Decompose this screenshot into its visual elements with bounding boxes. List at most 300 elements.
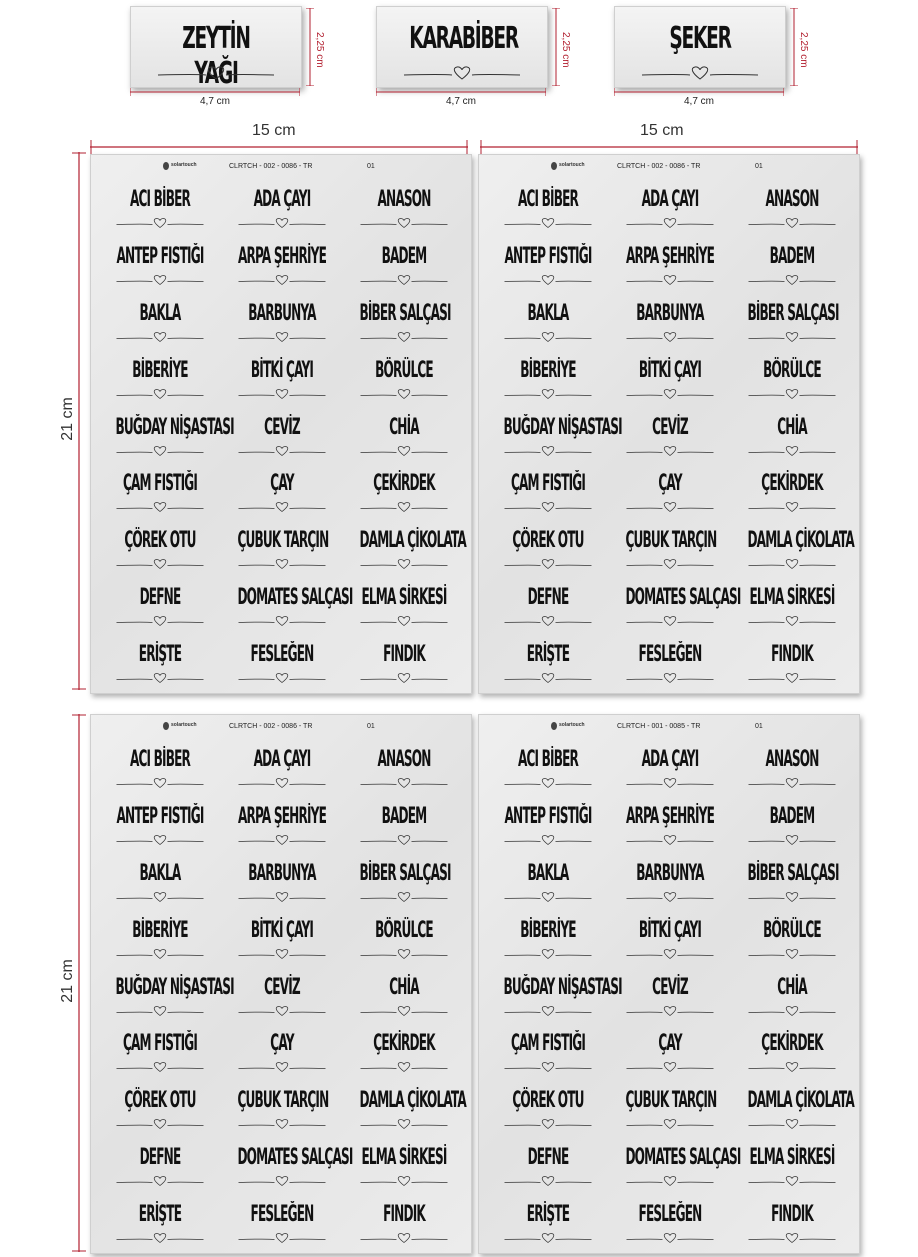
brand-name: solartouch <box>559 162 585 168</box>
label-text: FINDIK <box>771 642 813 668</box>
label-text: ADA ÇAYI <box>253 747 311 772</box>
label-text: ANTEP FISTIĞI <box>116 803 204 829</box>
heart-divider-icon <box>743 672 841 684</box>
heart-divider-icon <box>233 558 331 570</box>
brand-name: solartouch <box>171 162 197 168</box>
label-text: ADA ÇAYI <box>253 187 311 212</box>
label-text: BUĞDAY NİŞASTASI <box>115 414 234 440</box>
width-dimension-line <box>614 88 784 96</box>
label-text: ANASON <box>765 747 819 772</box>
heart-divider-icon <box>111 615 209 627</box>
heart-divider-icon <box>743 834 841 846</box>
heart-divider-icon <box>621 891 719 903</box>
label-text: ADA ÇAYI <box>641 747 699 772</box>
label-item <box>99 1078 221 1135</box>
width-dimension-line <box>376 88 546 96</box>
heart-divider-icon <box>233 1005 331 1017</box>
heart-divider-icon <box>233 274 331 286</box>
label-item <box>609 177 731 234</box>
heart-divider-icon <box>156 65 276 81</box>
label-item <box>343 1135 465 1192</box>
label-text: BAKLA <box>527 300 569 326</box>
label-sheet-3 <box>90 714 472 1254</box>
label-text: FESLEĞEN <box>250 1202 314 1228</box>
label-text: CHİA <box>777 414 807 440</box>
label-item <box>343 291 465 348</box>
heart-divider-icon <box>499 777 597 789</box>
label-text: BİBERİYE <box>520 357 576 383</box>
brand-logo-icon <box>163 162 169 170</box>
label-text: ACI BİBER <box>517 187 579 212</box>
label-text: BUĞDAY NİŞASTASI <box>115 974 234 1000</box>
heart-divider-icon <box>233 948 331 960</box>
label-text: ELMA SİRKESİ <box>361 585 447 611</box>
label-text: BUĞDAY NİŞASTASI <box>503 974 622 1000</box>
label-item <box>221 461 343 518</box>
label-text: ÇAM FISTIĞI <box>510 1031 586 1057</box>
label-text: BÖRÜLCE <box>763 357 821 383</box>
label-text: ÇUBUK TARÇIN <box>625 1088 717 1114</box>
heart-divider-icon <box>621 217 719 229</box>
heart-divider-icon <box>111 1061 209 1073</box>
label-sheet-2 <box>478 154 860 694</box>
label-item <box>221 908 343 965</box>
label-item <box>99 461 221 518</box>
label-item <box>731 1078 853 1135</box>
sheet-height-label: 21 cm <box>58 397 76 441</box>
sample-width: 4,7 cm <box>445 96 476 107</box>
label-text: FINDIK <box>383 642 425 668</box>
label-item <box>221 518 343 575</box>
label-item <box>99 965 234 1022</box>
label-text: ANTEP FISTIĞI <box>504 803 592 829</box>
heart-divider-icon <box>355 1061 453 1073</box>
label-text: ACI BİBER <box>129 747 191 772</box>
sample-width: 4,7 cm <box>199 96 230 107</box>
heart-divider-icon <box>743 1005 841 1017</box>
label-item <box>343 965 465 1022</box>
label-text: BARBUNYA <box>636 860 704 886</box>
brand-logo-icon <box>551 162 557 170</box>
product-code: CLRTCH - 001 - 0085 - TR <box>617 723 701 730</box>
label-item <box>609 1021 731 1078</box>
brand-logo <box>551 721 585 733</box>
heart-divider-icon <box>499 217 597 229</box>
heart-divider-icon <box>621 331 719 343</box>
heart-divider-icon <box>621 1232 719 1244</box>
label-text: BİTKİ ÇAYI <box>638 357 702 383</box>
label-text: DAMLA ÇİKOLATA <box>359 1088 466 1114</box>
label-text: BİBERİYE <box>520 917 576 943</box>
heart-divider-icon <box>743 948 841 960</box>
label-item <box>731 632 853 689</box>
label-text: ÇEKİRDEK <box>373 471 435 497</box>
brand-logo-icon <box>551 722 557 730</box>
sample-label-3 <box>614 0 809 110</box>
sample-height: 2,25 cm <box>314 32 325 68</box>
heart-divider-icon <box>111 331 209 343</box>
label-text: BUĞDAY NİŞASTASI <box>503 414 622 440</box>
heart-divider-icon <box>111 1232 209 1244</box>
label-item <box>609 234 731 291</box>
label-text: BARBUNYA <box>248 860 316 886</box>
label-text: DEFNE <box>139 585 181 611</box>
label-item <box>731 518 853 575</box>
label-item <box>343 1021 465 1078</box>
label-text: DAMLA ÇİKOLATA <box>747 1088 854 1114</box>
heart-divider-icon <box>233 1061 331 1073</box>
label-text: ERİŞTE <box>526 1202 570 1228</box>
heart-divider-icon <box>355 388 453 400</box>
heart-divider-icon <box>111 274 209 286</box>
heart-divider-icon <box>621 777 719 789</box>
label-text: ARPA ŞEHRİYE <box>625 803 715 829</box>
label-item <box>731 1135 853 1192</box>
heart-divider-icon <box>743 445 841 457</box>
heart-divider-icon <box>233 672 331 684</box>
label-item <box>487 965 622 1022</box>
sample-card <box>130 6 302 91</box>
label-text: CEVİZ <box>652 974 688 1000</box>
brand-name: solartouch <box>559 722 585 728</box>
label-item <box>731 405 853 462</box>
heart-divider-icon <box>743 501 841 513</box>
label-item <box>609 291 731 348</box>
label-item <box>487 575 609 632</box>
label-text: ÇAY <box>658 471 682 497</box>
label-text: BÖRÜLCE <box>763 917 821 943</box>
label-grid <box>99 737 465 1249</box>
height-dimension-line <box>790 8 798 86</box>
label-item <box>609 461 731 518</box>
heart-divider-icon <box>355 501 453 513</box>
heart-divider-icon <box>621 834 719 846</box>
label-text: FINDIK <box>771 1202 813 1228</box>
label-item <box>221 632 343 689</box>
heart-divider-icon <box>499 672 597 684</box>
label-text: DOMATES SALÇASI <box>237 1145 353 1171</box>
label-item <box>99 575 221 632</box>
heart-divider-icon <box>233 1118 331 1130</box>
heart-divider-icon <box>499 274 597 286</box>
label-item <box>487 632 609 689</box>
heart-divider-icon <box>355 558 453 570</box>
brand-logo <box>163 721 197 733</box>
product-code: CLRTCH - 002 - 0086 - TR <box>617 163 701 170</box>
label-item <box>487 348 609 405</box>
label-item <box>487 1135 609 1192</box>
label-item <box>487 794 609 851</box>
heart-divider-icon <box>111 834 209 846</box>
label-text: ÇÖREK OTU <box>124 1088 196 1114</box>
label-text: BADEM <box>381 243 427 269</box>
label-item <box>487 234 609 291</box>
sample-label-1 <box>130 0 325 110</box>
label-item <box>221 965 343 1022</box>
heart-divider-icon <box>743 1175 841 1187</box>
width-dimension-line <box>130 88 300 96</box>
label-text: ANASON <box>377 187 431 212</box>
label-item <box>731 234 853 291</box>
sheet-width-dimension-line <box>480 140 858 154</box>
label-text: CHİA <box>389 974 419 1000</box>
label-text: ÇEKİRDEK <box>761 1031 823 1057</box>
heart-divider-icon <box>355 891 453 903</box>
sample-label-2 <box>376 0 571 110</box>
heart-divider-icon <box>355 672 453 684</box>
label-text: ÇÖREK OTU <box>512 528 584 554</box>
heart-divider-icon <box>233 501 331 513</box>
label-item <box>99 908 221 965</box>
label-text: DEFNE <box>527 585 569 611</box>
label-item <box>99 851 221 908</box>
heart-divider-icon <box>355 1232 453 1244</box>
label-text: FESLEĞEN <box>638 642 702 668</box>
label-item <box>609 348 731 405</box>
label-text: BAKLA <box>527 860 569 886</box>
label-item <box>609 632 731 689</box>
heart-divider-icon <box>111 672 209 684</box>
label-text: DAMLA ÇİKOLATA <box>747 528 854 554</box>
label-item <box>487 1192 609 1249</box>
heart-divider-icon <box>233 445 331 457</box>
heart-divider-icon <box>111 388 209 400</box>
label-text: ANASON <box>377 747 431 772</box>
heart-divider-icon <box>499 1005 597 1017</box>
heart-divider-icon <box>743 217 841 229</box>
label-item <box>221 851 343 908</box>
label-grid <box>487 177 853 689</box>
heart-divider-icon <box>355 1005 453 1017</box>
label-item <box>221 177 343 234</box>
label-item <box>487 1078 609 1135</box>
label-text: ARPA ŞEHRİYE <box>625 243 715 269</box>
label-item <box>99 1021 221 1078</box>
label-item <box>99 1192 221 1249</box>
heart-divider-icon <box>743 1118 841 1130</box>
label-item <box>343 348 465 405</box>
label-item <box>731 851 853 908</box>
label-item <box>343 234 465 291</box>
heart-divider-icon <box>743 274 841 286</box>
label-item <box>487 908 609 965</box>
sample-height: 2,25 cm <box>560 32 571 68</box>
label-item <box>343 632 465 689</box>
label-item <box>221 737 343 794</box>
label-text: ACI BİBER <box>517 747 579 772</box>
label-text: ACI BİBER <box>129 187 191 212</box>
label-item <box>343 177 465 234</box>
label-item <box>343 737 465 794</box>
label-text: BİTKİ ÇAYI <box>638 917 702 943</box>
label-text: FESLEĞEN <box>638 1202 702 1228</box>
sample-width: 4,7 cm <box>683 96 714 107</box>
heart-divider-icon <box>355 615 453 627</box>
heart-divider-icon <box>499 834 597 846</box>
label-text: ÇAM FISTIĞI <box>510 471 586 497</box>
heart-divider-icon <box>621 1118 719 1130</box>
heart-divider-icon <box>743 1061 841 1073</box>
heart-divider-icon <box>499 445 597 457</box>
label-item <box>487 1021 609 1078</box>
label-item <box>609 851 731 908</box>
page-number: 01 <box>367 723 375 730</box>
heart-divider-icon <box>621 445 719 457</box>
heart-divider-icon <box>355 331 453 343</box>
brand-logo <box>551 161 585 173</box>
label-item <box>609 1192 731 1249</box>
label-text: CHİA <box>777 974 807 1000</box>
label-text: DEFNE <box>527 1145 569 1171</box>
label-item <box>609 908 731 965</box>
label-text: DOMATES SALÇASI <box>237 585 353 611</box>
heart-divider-icon <box>621 1175 719 1187</box>
label-text: BİBERİYE <box>132 357 188 383</box>
label-item <box>221 1078 343 1135</box>
label-text: BİTKİ ÇAYI <box>250 917 314 943</box>
page-number: 01 <box>367 163 375 170</box>
label-text: CHİA <box>389 414 419 440</box>
sheet-header <box>479 161 859 175</box>
label-text: ÇUBUK TARÇIN <box>237 528 329 554</box>
label-text: ÇEKİRDEK <box>761 471 823 497</box>
label-item <box>609 965 731 1022</box>
label-text: ÇAM FISTIĞI <box>122 471 198 497</box>
label-item <box>343 518 465 575</box>
heart-divider-icon <box>233 217 331 229</box>
sheet-header <box>91 161 471 175</box>
label-item <box>487 737 609 794</box>
heart-divider-icon <box>111 1005 209 1017</box>
label-text: ANASON <box>765 187 819 212</box>
label-text: BADEM <box>769 803 815 829</box>
label-item <box>343 1078 465 1135</box>
label-item <box>221 348 343 405</box>
product-code: CLRTCH - 002 - 0086 - TR <box>229 163 313 170</box>
label-text: BARBUNYA <box>636 300 704 326</box>
sheet-width-label: 15 cm <box>252 122 296 139</box>
heart-divider-icon <box>621 388 719 400</box>
heart-divider-icon <box>499 558 597 570</box>
label-item <box>731 177 853 234</box>
heart-divider-icon <box>233 1232 331 1244</box>
label-grid <box>487 737 853 1249</box>
heart-divider-icon <box>499 1175 597 1187</box>
heart-divider-icon <box>111 217 209 229</box>
label-text: ELMA SİRKESİ <box>749 1145 835 1171</box>
heart-divider-icon <box>621 672 719 684</box>
sheet-height-label: 21 cm <box>58 959 76 1003</box>
heart-divider-icon <box>499 501 597 513</box>
label-text: DAMLA ÇİKOLATA <box>359 528 466 554</box>
heart-divider-icon <box>743 1232 841 1244</box>
heart-divider-icon <box>499 891 597 903</box>
brand-logo-icon <box>163 722 169 730</box>
label-item <box>221 234 343 291</box>
heart-divider-icon <box>233 834 331 846</box>
heart-divider-icon <box>621 558 719 570</box>
label-item <box>731 965 853 1022</box>
heart-divider-icon <box>499 331 597 343</box>
heart-divider-icon <box>402 65 522 81</box>
label-item <box>487 177 609 234</box>
label-item <box>343 794 465 851</box>
heart-divider-icon <box>111 558 209 570</box>
label-text: FINDIK <box>383 1202 425 1228</box>
sample-label-text: ŞEKER <box>669 21 731 56</box>
label-text: DOMATES SALÇASI <box>625 1145 741 1171</box>
label-text: ÇAY <box>270 1031 294 1057</box>
label-text: ÇAY <box>658 1031 682 1057</box>
heart-divider-icon <box>233 777 331 789</box>
heart-divider-icon <box>111 777 209 789</box>
label-item <box>731 291 853 348</box>
sheet-header <box>91 721 471 735</box>
label-item <box>487 405 622 462</box>
label-item <box>609 1135 741 1192</box>
label-item <box>731 348 853 405</box>
label-text: BADEM <box>769 243 815 269</box>
label-text: BİBER SALÇASI <box>747 860 839 886</box>
heart-divider-icon <box>233 1175 331 1187</box>
label-item <box>343 405 465 462</box>
label-text: BADEM <box>381 803 427 829</box>
label-text: BİBERİYE <box>132 917 188 943</box>
label-item <box>731 737 853 794</box>
label-item <box>609 1078 731 1135</box>
label-item <box>609 794 731 851</box>
label-item <box>731 794 853 851</box>
heart-divider-icon <box>111 948 209 960</box>
label-text: ELMA SİRKESİ <box>749 585 835 611</box>
label-item <box>343 575 465 632</box>
label-text: DEFNE <box>139 1145 181 1171</box>
heart-divider-icon <box>355 948 453 960</box>
label-text: ÇAY <box>270 471 294 497</box>
brand-logo <box>163 161 197 173</box>
heart-divider-icon <box>743 558 841 570</box>
label-text: ARPA ŞEHRİYE <box>237 803 327 829</box>
label-item <box>221 291 343 348</box>
label-text: BAKLA <box>139 300 181 326</box>
label-text: DOMATES SALÇASI <box>625 585 741 611</box>
heart-divider-icon <box>499 388 597 400</box>
label-item <box>609 737 731 794</box>
label-text: ÇÖREK OTU <box>512 1088 584 1114</box>
heart-divider-icon <box>621 1005 719 1017</box>
heart-divider-icon <box>355 777 453 789</box>
sheet-header <box>479 721 859 735</box>
heart-divider-icon <box>355 217 453 229</box>
label-sheet-4 <box>478 714 860 1254</box>
heart-divider-icon <box>743 388 841 400</box>
heart-divider-icon <box>111 1175 209 1187</box>
label-item <box>221 1192 343 1249</box>
label-item <box>221 1135 353 1192</box>
label-item <box>343 908 465 965</box>
label-item <box>221 794 343 851</box>
label-item <box>609 518 731 575</box>
label-text: BİBER SALÇASI <box>359 860 451 886</box>
label-sheet-1 <box>90 154 472 694</box>
heart-divider-icon <box>621 948 719 960</box>
label-text: CEVİZ <box>652 414 688 440</box>
label-text: BİTKİ ÇAYI <box>250 357 314 383</box>
label-text: BÖRÜLCE <box>375 917 433 943</box>
product-code: CLRTCH - 002 - 0086 - TR <box>229 723 313 730</box>
heart-divider-icon <box>621 501 719 513</box>
label-item <box>731 1021 853 1078</box>
